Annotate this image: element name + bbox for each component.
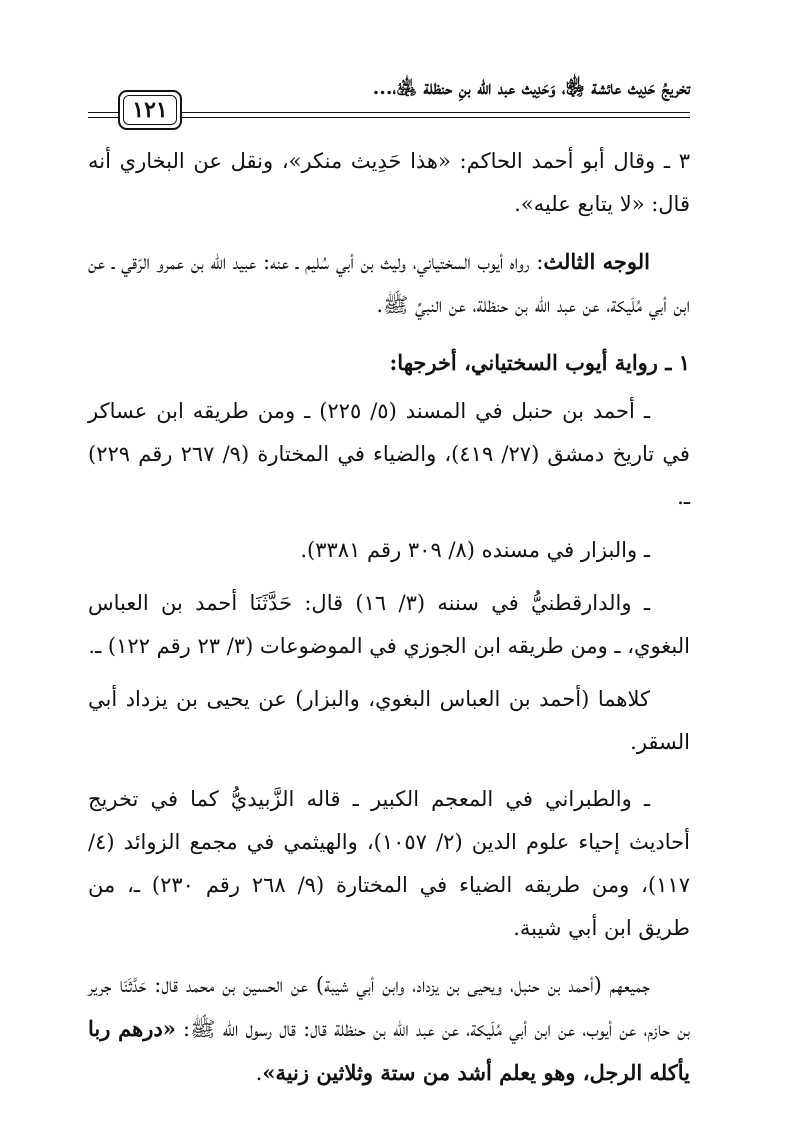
paragraph-both: كلاهما (أحمد بن العباس البغوي، والبزار) عن يحيى بن يزداد أبي السقر. <box>88 687 690 754</box>
paragraph-ahmad: ـ أحمد بن حنبل في المسند (٥/ ٢٢٥) ـ ومن طريقه ابن عساكر في تاريخ دمشق (٢٧/ ٤١٩)، والضياء في المختارة (٩/ ٢٦٧ رقم ٢٢٩) ـ. <box>88 399 690 509</box>
hadith-text: «درهم ربا يأكله الرجل، وهو يعلم أشد من ستة وثلاثين زنية» <box>88 1016 690 1085</box>
paragraph-hakim: ٣ ـ وقال أبو أحمد الحاكم: «هذا حَدِيث منكر»، ونقل عن البخاري أنه قال: «لا يتابع عليه». <box>88 149 690 216</box>
running-title: تخريجُ حَدِيث عائشة ﵂، وَحَدِيث عبد الله بنِ حنظلة ﵁،... <box>372 77 690 99</box>
hadith-end: . <box>255 1061 263 1085</box>
paragraph-bazzar: ـ والبزار في مسنده (٨/ ٣٠٩ رقم ٣٣٨١). <box>300 538 650 562</box>
paragraph-daraqutni: ـ والدارقطنيُّ في سننه (٣/ ١٦) قال: حَدَّثَنَا أحمد بن العباس البغوي، ـ ومن طريقه ابن الجوزي في الموضوعات (٣/ ٢٣ رقم ١٢٢) ـ. <box>88 591 690 658</box>
third-aspect-label: الوجه الثالث <box>543 249 650 274</box>
paragraph-third-aspect <box>88 240 690 327</box>
all-chain-text: جميعهم (أحمد بن حنبل، ويحيى بن يزداد، وابن أبي شيبة) عن الحسين بن محمد قال: حَدَّثَنَا جرير بن حازم، عن أيوب، عن ابن أبي مُلَيكة، عن عبد الله بن حنظلة قال: قال رسول الله ﷺ: <box>88 973 690 1041</box>
page-number-box <box>118 90 182 130</box>
paragraph-tabarani: ـ والطبراني في المعجم الكبير ـ قاله الزَّبيديُّ كما في تخريج أحاديث إحياء علوم الدين (٢/ ١٠٥٧)، والهيثمي في مجمع الزوائد (٤/ ١١٧)، ومن طريقه الضياء في المختارة (٩/ ٢٦٨ رقم ٢٣٠) ـ، من طريق ابن أبي شيبة. <box>88 787 690 940</box>
page-body <box>88 140 690 1109</box>
page-header <box>88 72 690 124</box>
page-number: ١٢١ <box>123 95 177 125</box>
paragraph-all <box>88 964 690 1095</box>
third-aspect-text: : رواه أيوب السختياني، وليث بن أبي سُليم ـ عنه: عبيد الله بن عمرو الرّقي ـ عن ابن أبي مُلَيكة، عن عبد الله بن حنظلة، عن النبيِّ ﷺ. <box>88 250 690 317</box>
section-heading: ١ ـ رواية أيوب السختياني، أخرجها: <box>389 350 690 375</box>
